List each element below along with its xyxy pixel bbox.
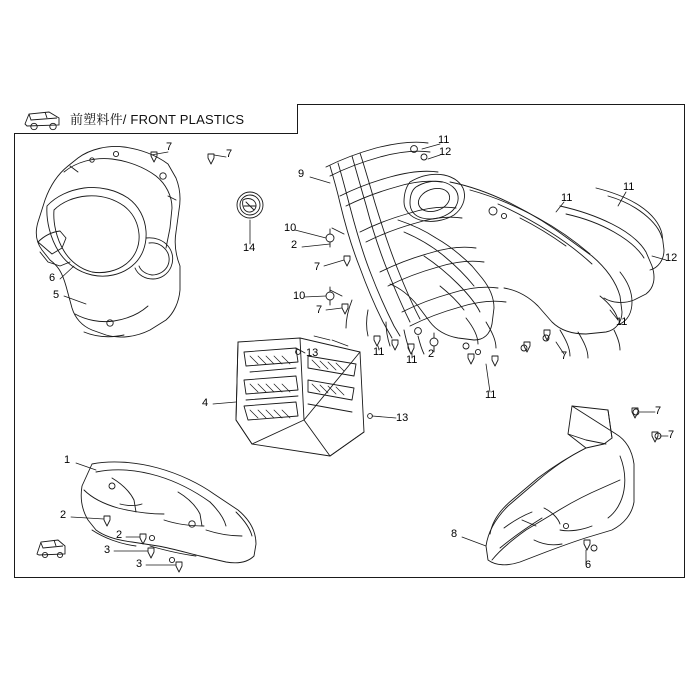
- callout-number: 5: [53, 289, 60, 301]
- callout-number: 13: [396, 412, 409, 424]
- callout-number: 7: [561, 350, 568, 362]
- drawing-border: [14, 104, 685, 578]
- callout-number: 2: [428, 348, 435, 360]
- callout-number: 10: [284, 222, 297, 234]
- callout-number: 3: [104, 544, 111, 556]
- callout-number: 7: [316, 304, 323, 316]
- callout-number: 12: [439, 146, 452, 158]
- callout-number: 4: [202, 397, 209, 409]
- callout-number: 7: [655, 405, 662, 417]
- title-pictogram-icon: [19, 106, 67, 132]
- callout-number: 11: [485, 389, 497, 401]
- callout-number: 3: [136, 558, 143, 570]
- callout-number: 2: [60, 509, 67, 521]
- callout-number: 6: [49, 272, 56, 284]
- callout-number: 7: [314, 261, 321, 273]
- callout-number: 7: [226, 148, 233, 160]
- callout-number: 2: [291, 239, 298, 251]
- title-block: [14, 104, 298, 134]
- callout-number: 7: [668, 429, 675, 441]
- callout-number: 6: [585, 559, 592, 571]
- callout-number: 10: [293, 290, 306, 302]
- callout-number: 11: [623, 181, 635, 193]
- callout-number: 12: [665, 252, 678, 264]
- corner-pictogram-icon: [34, 534, 68, 562]
- callout-number: 2: [116, 529, 123, 541]
- callout-number: 11: [561, 192, 573, 204]
- callout-number: 11: [438, 134, 450, 146]
- callout-number: 14: [243, 242, 256, 254]
- callout-number: 1: [64, 454, 71, 466]
- callout-number: 7: [166, 141, 173, 153]
- callout-number: 13: [306, 347, 319, 359]
- callout-number: 11: [406, 354, 418, 366]
- callout-number: 11: [373, 346, 385, 358]
- title-text: 前塑料件/ FRONT PLASTICS: [70, 112, 245, 127]
- callout-number: 11: [616, 316, 628, 328]
- callout-number: 8: [451, 528, 458, 540]
- callout-number: 9: [298, 168, 305, 180]
